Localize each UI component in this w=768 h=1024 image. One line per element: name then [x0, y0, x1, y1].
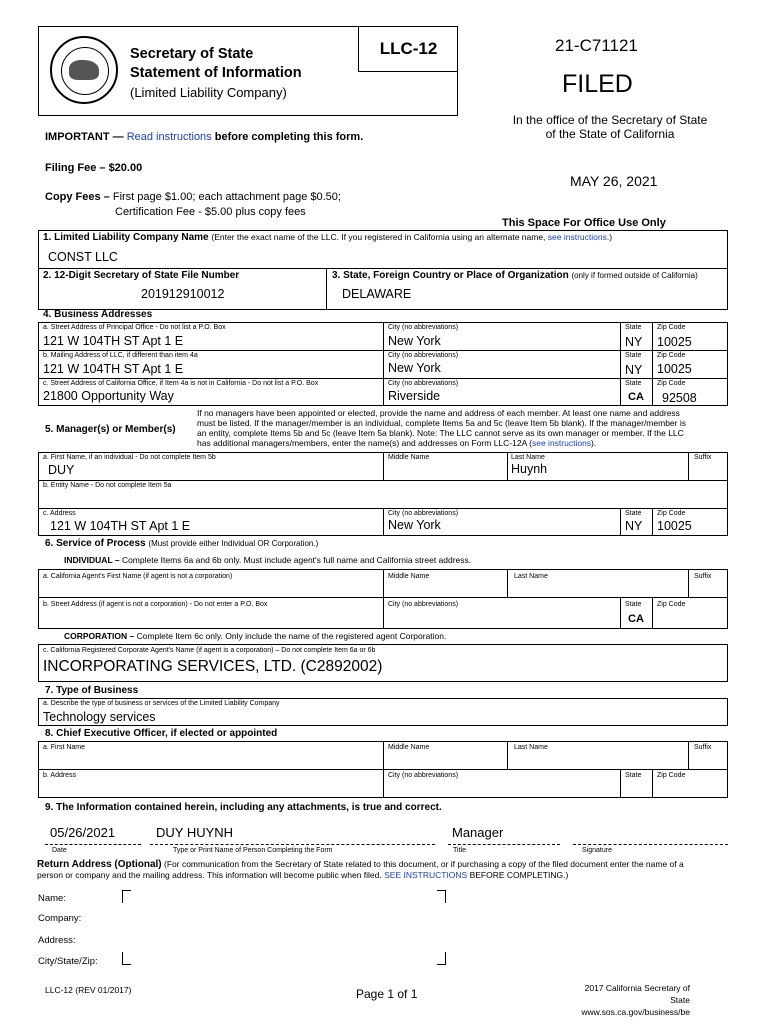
s6a-suffix-label: Suffix: [694, 573, 712, 580]
return-see-instructions-link[interactable]: SEE INSTRUCTIONS: [384, 870, 468, 880]
s5c-city-label: City (no abbreviations): [388, 510, 459, 517]
s2-label: 2. 12-Digit Secretary of State File Number: [43, 270, 240, 281]
form-code: LLC-12: [358, 26, 458, 72]
s9-label: 9. The Information contained herein, including any attachments, is true and correct.: [45, 802, 442, 813]
s6b-label: b. Street Address (if agent is not a corporation) - Do not enter a P.O. Box: [43, 601, 268, 608]
signer-title-field[interactable]: Manager: [452, 825, 504, 840]
s4b-zip-label: Zip Code: [657, 352, 686, 359]
s3-label-line: [332, 270, 698, 281]
return-company-label: Company:: [38, 913, 82, 924]
s8a-middle-label: Middle Name: [388, 744, 430, 751]
s4b-city-label: City (no abbreviations): [388, 352, 459, 359]
filed-date: MAY 26, 2021: [570, 173, 658, 189]
s6b-zip-label: Zip Code: [657, 601, 686, 608]
s8b-zip-label: Zip Code: [657, 772, 686, 779]
s1-label: 1. Limited Liability Company Name: [43, 232, 209, 243]
return-address-note: [37, 859, 732, 881]
important-prefix: IMPORTANT —: [45, 131, 127, 143]
s4a-city-label: City (no abbreviations): [388, 324, 459, 331]
page-number: Page 1 of 1: [356, 987, 418, 1001]
s5c-city-field[interactable]: New York: [388, 518, 441, 532]
s5-note-line-4: has additional managers/members, enter the name(s) and addresses on Form LLC-12A (: [197, 438, 532, 448]
s6a-middle-label: Middle Name: [388, 573, 430, 580]
s5c-state-field[interactable]: NY: [625, 519, 643, 533]
s1-label-line: [43, 232, 612, 243]
place-of-organization-field[interactable]: DELAWARE: [342, 287, 412, 301]
s8b-state-label: State: [625, 772, 642, 779]
s5-note-end: ).: [591, 438, 597, 448]
read-instructions-link[interactable]: Read instructions: [126, 131, 212, 143]
s4a-state-field[interactable]: NY: [625, 335, 643, 349]
s5-last-name-field[interactable]: Huynh: [511, 462, 548, 476]
signature-caption: Signature: [582, 847, 612, 854]
s5c-label: c. Address: [43, 510, 76, 517]
s5-label: 5. Manager(s) or Member(s): [45, 424, 176, 435]
s8b-city-label: City (no abbreviations): [388, 772, 459, 779]
s4c-city-field[interactable]: Riverside: [388, 389, 441, 403]
office-line-2: of the State of California: [545, 127, 675, 141]
return-address-entry-area[interactable]: [135, 893, 425, 963]
s6-individual-line: [64, 555, 471, 565]
s6-corporation-label: CORPORATION –: [64, 631, 135, 641]
s6-individual-label: INDIVIDUAL –: [64, 555, 120, 565]
s8a-label: a. First Name: [43, 744, 86, 751]
s4a-state-label: State: [625, 324, 642, 331]
footer-copyright: 2017 California Secretary of State: [584, 983, 690, 1005]
file-number-field[interactable]: 201912910012: [141, 287, 225, 301]
s6-corporation-line: [64, 631, 446, 641]
s4b-street-field[interactable]: 121 W 104TH ST Apt 1 E: [43, 362, 184, 376]
s4b-city-field[interactable]: New York: [388, 361, 441, 375]
title-caption: Title: [453, 847, 466, 854]
s4b-state-field[interactable]: NY: [625, 363, 643, 377]
form-revision: LLC-12 (REV 01/2017): [45, 985, 132, 995]
return-address-label: Return Address (Optional): [37, 859, 162, 870]
s7a-label: a. Describe the type of business or services of the Limited Liability Company: [43, 700, 280, 707]
s6a-last-label: Last Name: [514, 573, 548, 580]
s1-note-end: .): [606, 232, 613, 242]
s5-suffix-label: Suffix: [694, 454, 712, 461]
filed-stamp: FILED: [562, 70, 633, 98]
california-seal-icon: [50, 36, 118, 104]
bracket-bottom-left: [122, 952, 131, 965]
s8a-suffix-label: Suffix: [694, 744, 712, 751]
s7-label: 7. Type of Business: [45, 685, 139, 696]
s4-label: 4. Business Addresses: [43, 309, 153, 320]
s5-note-line-3: an entity, complete Items 5b and 5c (leave Item 5a blank). Note: The LLC cannot serve as its own manager or member. If the LLC: [197, 428, 684, 438]
s5c-state-label: State: [625, 510, 642, 517]
sign-date-field[interactable]: 05/26/2021: [50, 825, 116, 840]
s5-note-line-2: must be listed. If the manager/member is an individual, complete Items 5a and 5c (leave Item 5b blank). If the manager/member is: [197, 418, 686, 428]
s4c-city-label: City (no abbreviations): [388, 380, 459, 387]
copy-fees-text: First page $1.00; each attachment page $0.50;: [112, 191, 341, 203]
name-caption: Type or Print Name of Person Completing the Form: [173, 847, 333, 854]
s4a-label: a. Street Address of Principal Office - Do not list a P.O. Box: [43, 324, 226, 331]
office-use-label: This Space For Office Use Only: [502, 217, 666, 229]
s5-last-label: Last Name: [511, 454, 545, 461]
s4c-label: c. Street Address of California Office, if Item 4a is not in California - Do not list a P.O. Box: [43, 380, 319, 387]
s6-note: (Must provide either Individual OR Corporation.): [148, 539, 319, 548]
s3-note: (only if formed outside of California): [571, 271, 698, 280]
s4c-street-field[interactable]: 21800 Opportunity Way: [43, 389, 174, 403]
return-city-label: City/State/Zip:: [38, 956, 98, 967]
s6-label: 6. Service of Process: [45, 538, 146, 549]
s6-label-line: [45, 538, 318, 549]
s5c-street-field[interactable]: 121 W 104TH ST Apt 1 E: [50, 519, 191, 533]
s4b-state-label: State: [625, 352, 642, 359]
copy-fees: [45, 190, 341, 220]
s5a-label: a. First Name, if an individual - Do not complete Item 5b: [43, 454, 216, 461]
form-subtitle: (Limited Liability Company): [130, 85, 287, 100]
s6b-city-label: City (no abbreviations): [388, 601, 459, 608]
s8-label: 8. Chief Executive Officer, if elected or appointed: [45, 728, 278, 739]
form-title: Statement of Information: [130, 65, 302, 81]
date-caption: Date: [52, 847, 67, 854]
s4b-label: b. Mailing Address of LLC, if different than item 4a: [43, 352, 198, 359]
s4c-state-field[interactable]: CA: [628, 391, 644, 403]
bracket-top-left: [122, 890, 131, 903]
s6-corporation-note: Complete Item 6c only. Only include the name of the registered agent Corporation.: [134, 631, 447, 641]
return-address-label-field: Address:: [38, 935, 76, 946]
s4a-street-field[interactable]: 121 W 104TH ST Apt 1 E: [43, 334, 184, 348]
s5-note: [197, 408, 727, 448]
registered-agent-field[interactable]: INCORPORATING SERVICES, LTD. (C2892002): [43, 658, 383, 675]
bracket-top-right: [437, 890, 446, 903]
s8a-last-label: Last Name: [514, 744, 548, 751]
footer-right: [566, 982, 690, 1018]
s5c-zip-label: Zip Code: [657, 510, 686, 517]
bracket-bottom-right: [437, 952, 446, 965]
footer-url: www.sos.ca.gov/business/be: [581, 1007, 690, 1017]
s1-see-instructions-link[interactable]: see instructions: [547, 232, 607, 242]
s4a-city-field[interactable]: New York: [388, 334, 441, 348]
s6c-label: c. California Registered Corporate Agent's Name (if agent is a corporation) – Do not complete Item 6a or 6b: [43, 647, 376, 654]
s4c-state-label: State: [625, 380, 642, 387]
s8b-label: b. Address: [43, 772, 77, 779]
signer-name-field[interactable]: DUY HUYNH: [156, 825, 234, 840]
s5b-label: b. Entity Name - Do not complete Item 5a: [43, 482, 172, 489]
s1-note: (Enter the exact name of the LLC. If you registered in California using an alternate name,: [211, 232, 548, 242]
s5a-first-name-field[interactable]: DUY: [48, 463, 75, 477]
s5c-zip-field[interactable]: 10025: [657, 519, 692, 533]
s4a-zip-field[interactable]: 10025: [657, 335, 692, 349]
return-note-end: BEFORE COMPLETING.): [467, 870, 569, 880]
s5-middle-label: Middle Name: [388, 454, 430, 461]
important-suffix: before completing this form.: [211, 131, 364, 143]
s4a-zip-label: Zip Code: [657, 324, 686, 331]
office-stamp: [490, 113, 730, 141]
filing-fee: Filing Fee – $20.00: [45, 162, 143, 174]
file-number: 21-C71121: [555, 36, 638, 55]
s6b-state-field[interactable]: CA: [628, 613, 644, 625]
agency-title: Secretary of State: [130, 46, 254, 62]
business-type-field[interactable]: Technology services: [43, 710, 156, 724]
s5-note-line-1: If no managers have been appointed or elected, provide the name and address of each member. At least one name and address: [197, 408, 680, 418]
s6b-state-label: State: [625, 601, 642, 608]
s4b-zip-field[interactable]: 10025: [657, 362, 692, 376]
office-line-1: In the office of the Secretary of State: [512, 113, 708, 127]
return-note-line-2: person or company and the mailing address. This information will become public when filed.: [37, 870, 385, 880]
important-note: [45, 131, 363, 143]
llc-name-field[interactable]: CONST LLC: [48, 250, 118, 264]
s6a-label: a. California Agent's First Name (if agent is not a corporation): [43, 573, 233, 580]
return-name-label: Name:: [38, 893, 66, 904]
s4c-zip-label: Zip Code: [657, 380, 686, 387]
s6-individual-note: Complete Items 6a and 6b only. Must include agent's full name and California street address.: [119, 555, 472, 565]
s4c-zip-field[interactable]: 92508: [662, 391, 697, 405]
return-note-line-1: (For communication from the Secretary of State related to this document, or if purchasing a copy of the filed document enter the name of a: [161, 859, 684, 869]
s5-see-instructions-link[interactable]: see instructions: [531, 438, 592, 448]
copy-fees-label: Copy Fees –: [45, 191, 113, 203]
s3-label: 3. State, Foreign Country or Place of Organization: [332, 270, 569, 281]
certification-fee: Certification Fee - $5.00 plus copy fees: [115, 206, 306, 218]
